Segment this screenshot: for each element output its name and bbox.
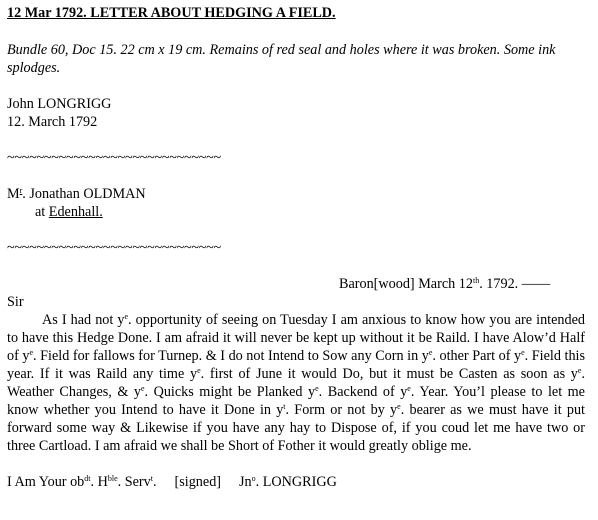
sender-date: 12. March 1792 [7, 114, 98, 130]
body-sup-8: e [315, 384, 319, 393]
signed-note: [signed] [174, 474, 222, 490]
body-text-2: . opportunity of seeing on Tuesday I am anxious to know how you are intended to have this Hedge Done. I am afraid it will never be kept up without it be Raild. I have Alow’d Half of y [7, 312, 585, 364]
document-title: 12 Mar 1792. LETTER ABOUT HEDGING A FIELD. [7, 5, 336, 21]
body-sup-3: e [428, 348, 433, 357]
document-description: Bundle 60, Doc 15. 22 cm x 19 cm. Remains of red seal and holes where it was broken. Some ink splodges. [7, 42, 556, 76]
closing-text-2: . H [90, 474, 108, 490]
body-text-8: . Quicks might be Planked y [144, 384, 316, 400]
body-sup-7: e [140, 384, 145, 393]
body-text-12: . bearer as we must have it put forward some way & Likewise if you have any hay to Dispose of, if you coud let me have two or three Cartload. I am afraid we shall be Short of Fother it would greatly oblige me. [7, 402, 585, 454]
body-text-3: . Field for fallows for Turnep. & I do not Intend to Sow any Corn in y [33, 348, 429, 364]
closing-sup-1: dt [84, 474, 91, 483]
recipient-place: Edenhall. [48, 204, 103, 220]
letter-closing [7, 473, 592, 491]
closing-text-4: . [152, 474, 157, 490]
sender-block [7, 95, 592, 131]
body-sup-2: e [29, 348, 34, 357]
body-text-10: . Year. You’l please to let me know whether you Intend to have it Done in y [7, 384, 585, 418]
dateline-end: . 1792. —— [479, 276, 551, 292]
closing-text-5: Jn [239, 474, 252, 490]
body-sup-10: t [283, 402, 286, 411]
body-text-7: . Weather Changes, & y [7, 366, 585, 400]
closing-text-1: I Am Your ob [7, 474, 85, 490]
body-text-4: . other Part of y [432, 348, 522, 364]
body-sup-9: e [407, 384, 411, 393]
closing-sup-2: ble [107, 474, 118, 483]
body-sup-5: e [197, 366, 201, 375]
closing-sup-4: o [251, 474, 256, 483]
letter-dateline [7, 275, 592, 293]
body-text-5: . Field this year. If it was Raild any time y [7, 348, 585, 382]
closing-text-3: . Serv [117, 474, 151, 490]
body-sup-1: e [124, 312, 129, 321]
body-text-11: . Form or not by y [285, 402, 398, 418]
document-page [7, 4, 592, 491]
recipient-block [7, 185, 592, 221]
separator-line-2: ~~~~~~~~~~~~~~~~~~~~~~~~~~~~~ [7, 240, 221, 256]
recipient-title-sup: r [19, 186, 23, 195]
sender-name: John LONGRIGG [7, 96, 112, 112]
closing-signature: . LONGRIGG [255, 474, 337, 490]
letter-body [7, 311, 585, 455]
salutation: Sir [7, 294, 24, 310]
closing-sup-3: t [150, 474, 153, 483]
recipient-location [7, 203, 592, 221]
dateline-start: Baron[wood] March 12 [339, 276, 473, 292]
body-sup-4: e [521, 348, 525, 357]
body-sup-6: e [577, 366, 582, 375]
dateline-sup: th [472, 276, 480, 285]
body-sup-11: e [397, 402, 401, 411]
recipient-title: M [7, 186, 20, 202]
recipient-name [7, 185, 592, 203]
body-text-9: . Backend of y [318, 384, 408, 400]
recipient-name-text: . Jonathan OLDMAN [22, 186, 146, 202]
separator-line: ~~~~~~~~~~~~~~~~~~~~~~~~~~~~~ [7, 150, 221, 166]
body-text-1: As I had not y [42, 312, 125, 328]
body-text-6: . first of June it would Do, but it must be Casten as soon as y [200, 366, 578, 382]
recipient-at: at [35, 204, 49, 220]
